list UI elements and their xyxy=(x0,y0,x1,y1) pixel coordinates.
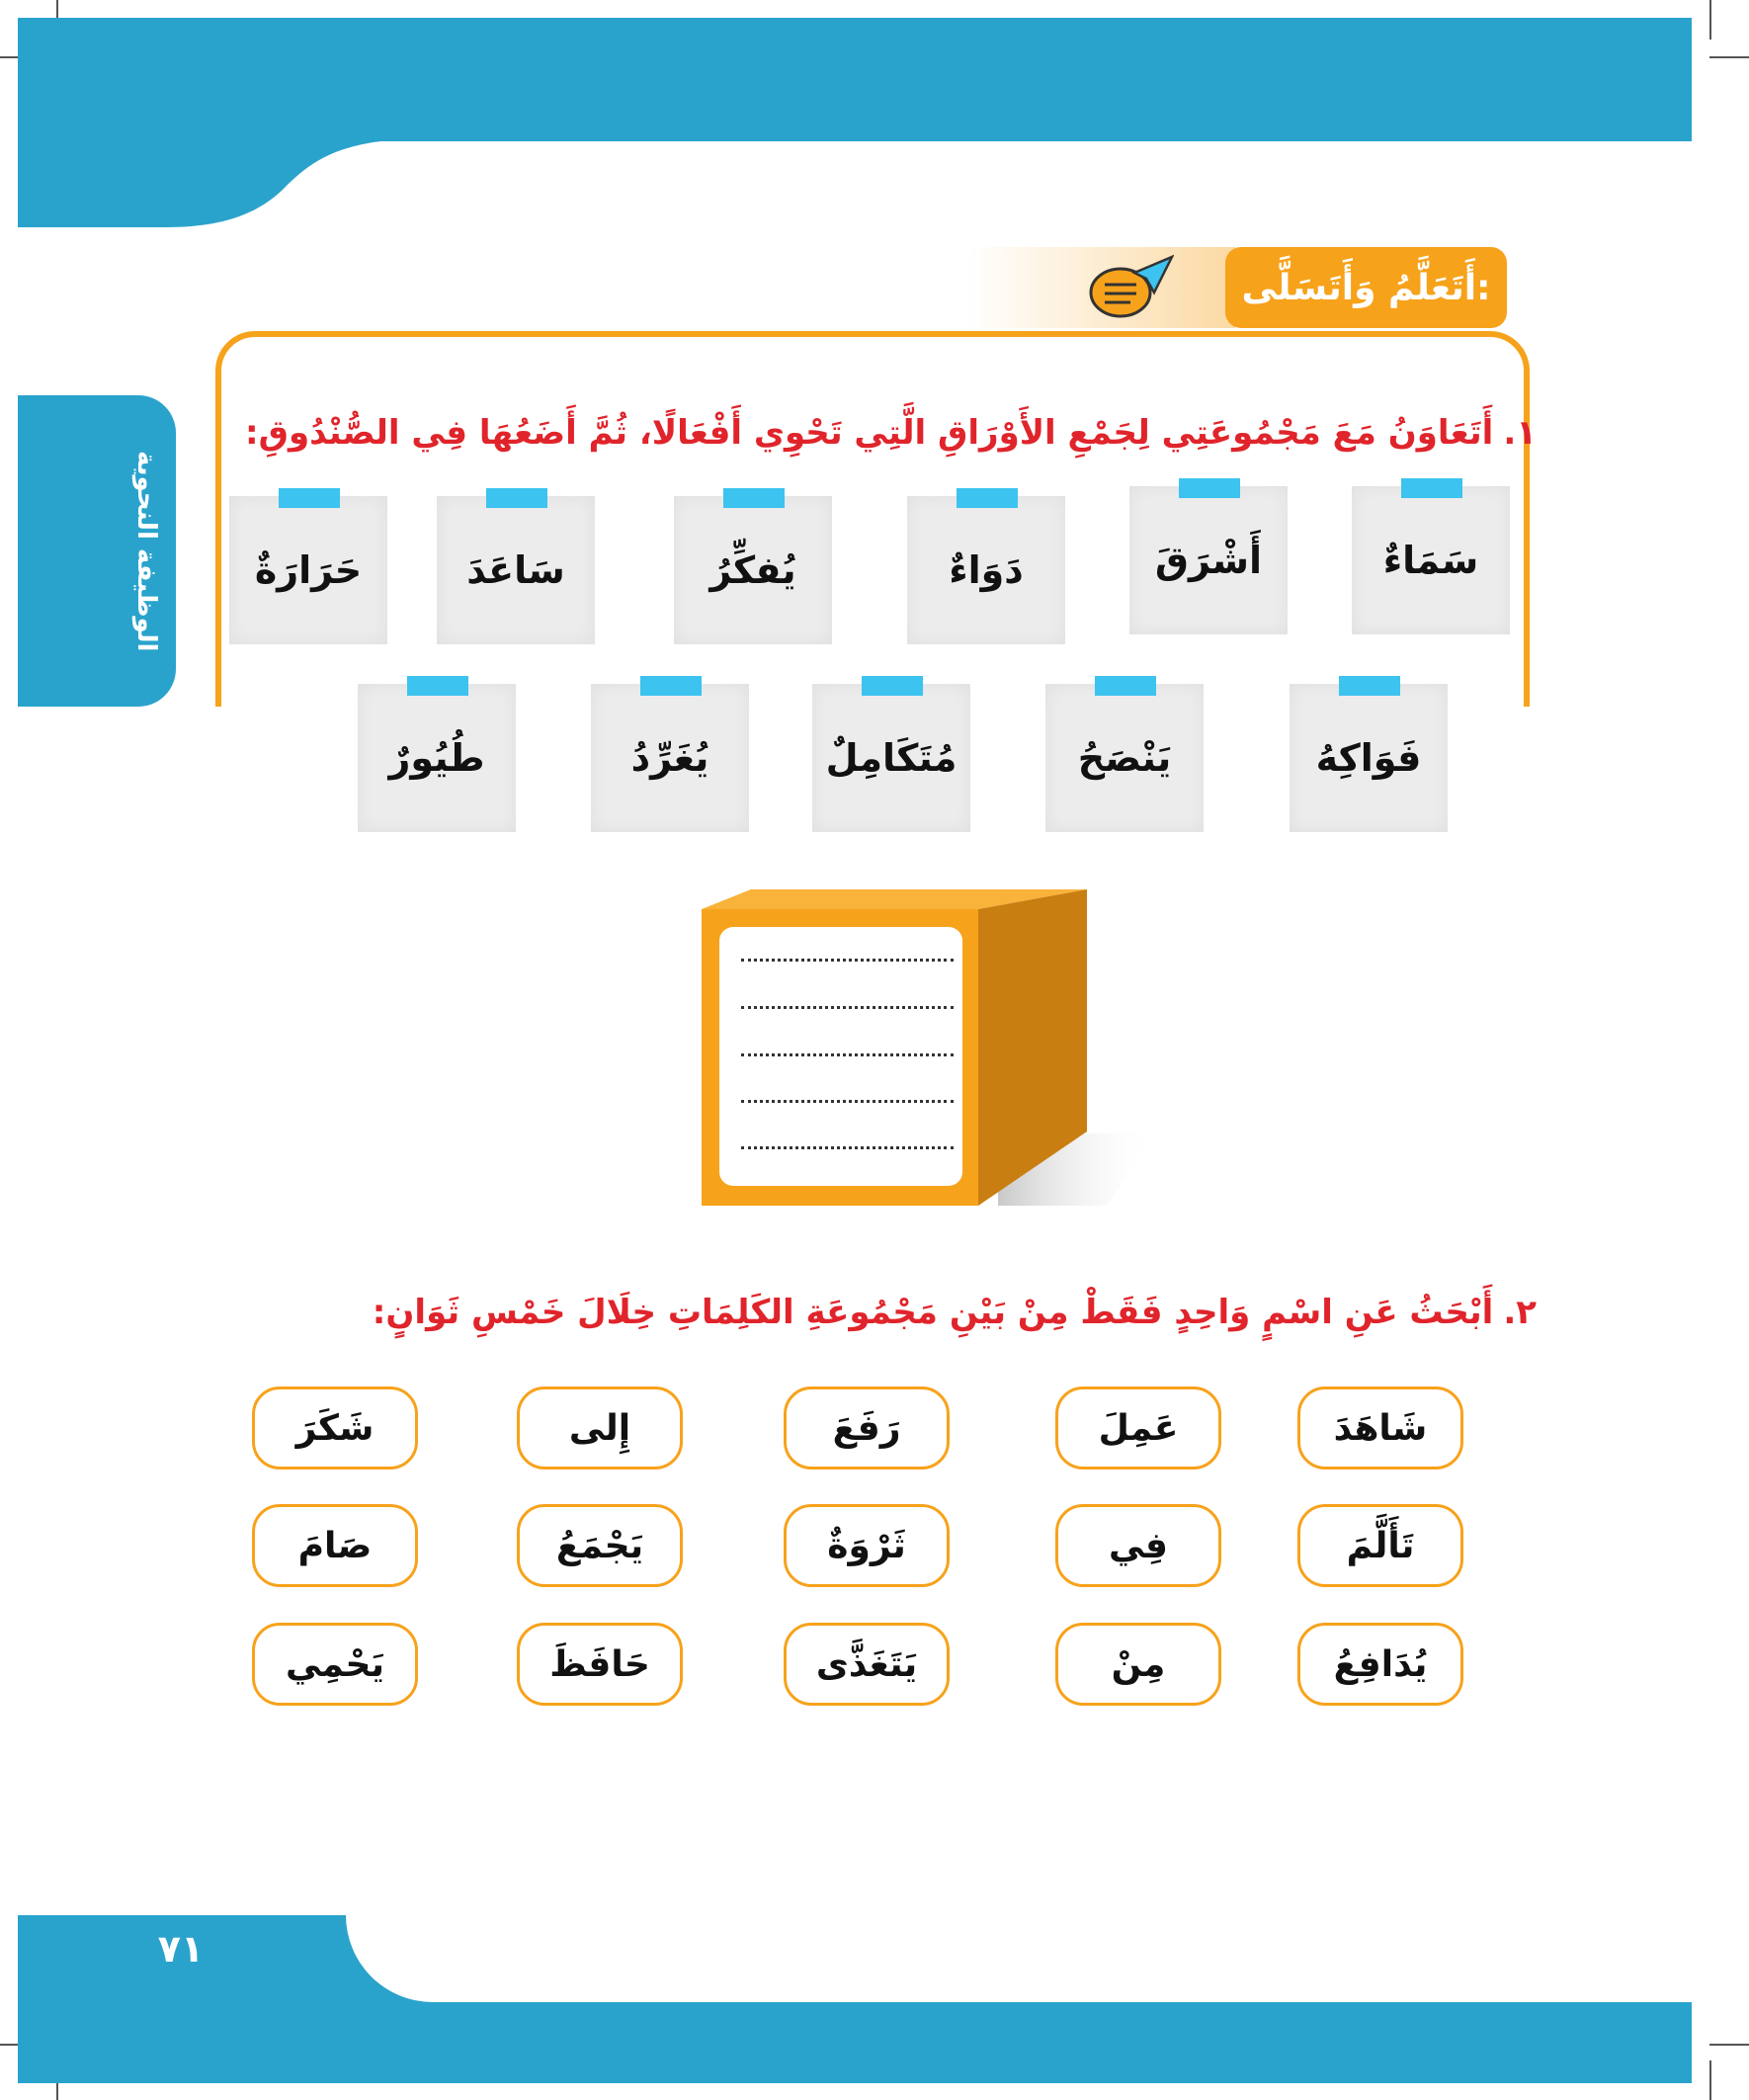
note-tape xyxy=(407,676,468,696)
paper-plane-chat-icon xyxy=(1085,253,1174,324)
page-number: ٧١ xyxy=(157,1927,205,1971)
section-header: أَتَعَلَّمُ وَأَتَسَلَّى: xyxy=(1225,247,1507,328)
note-tape xyxy=(640,676,702,696)
word-pill[interactable]: صَامَ xyxy=(252,1504,418,1587)
word-note[interactable]: يُغَرِّدُ xyxy=(591,684,749,832)
note-tape xyxy=(723,488,785,508)
answer-line[interactable] xyxy=(741,1053,954,1056)
word-pill[interactable]: إِلى xyxy=(517,1386,683,1470)
question-2 xyxy=(153,1293,1537,1332)
crop-mark xyxy=(1709,0,1711,40)
question-1-number: ١. xyxy=(1503,413,1537,453)
word-note[interactable]: أَشْرَقَ xyxy=(1129,486,1288,634)
word-pill[interactable]: حَافَظَ xyxy=(517,1623,683,1706)
answer-box[interactable] xyxy=(702,889,1156,1216)
word-pill[interactable]: تَأَلَّمَ xyxy=(1297,1504,1463,1587)
note-tape xyxy=(862,676,923,696)
word-note[interactable]: دَوَاءٌ xyxy=(907,496,1065,644)
note-tape xyxy=(1179,478,1240,498)
activity-frame xyxy=(215,331,1530,707)
word-note[interactable]: سَاعَدَ xyxy=(437,496,595,644)
note-tape xyxy=(1095,676,1156,696)
question-2-number: ٢. xyxy=(1503,1293,1537,1332)
word-pill[interactable]: يَحْمِي xyxy=(252,1623,418,1706)
word-note[interactable]: فَوَاكِهُ xyxy=(1290,684,1448,832)
word-note[interactable]: طُيُورٌ xyxy=(358,684,516,832)
side-tab-label: الوظيفة النحوية xyxy=(131,450,161,652)
note-tape xyxy=(957,488,1018,508)
bottom-band-cutout xyxy=(346,1915,1692,2002)
answer-line[interactable] xyxy=(741,1006,954,1009)
answer-line[interactable] xyxy=(741,959,954,962)
question-1 xyxy=(153,413,1537,453)
question-2-text: أَبْحَثُ عَنِ اسْمٍ وَاحِدٍ فَقَطْ مِنْ بَيْنِ مَجْمُوعَةِ الكَلِمَاتِ خِلَالَ خَمْسِ ثَوَانٍ: xyxy=(372,1293,1494,1332)
crop-mark xyxy=(1709,2060,1711,2100)
word-pill[interactable]: يُدَافِعُ xyxy=(1297,1623,1463,1706)
word-pill[interactable]: يَجْمَعُ xyxy=(517,1504,683,1587)
word-pill[interactable]: يَتَغَذَّى xyxy=(784,1623,950,1706)
answer-line[interactable] xyxy=(741,1146,954,1149)
word-note[interactable]: مُتَكَامِلٌ xyxy=(812,684,970,832)
note-tape xyxy=(279,488,340,508)
crop-mark xyxy=(1709,56,1749,58)
note-tape xyxy=(1401,478,1462,498)
word-pill[interactable]: شَكَرَ xyxy=(252,1386,418,1470)
crop-mark xyxy=(1709,2044,1749,2046)
note-tape xyxy=(1339,676,1400,696)
word-note[interactable]: يَنْصَحُ xyxy=(1045,684,1204,832)
word-note[interactable]: حَرَارَةٌ xyxy=(229,496,387,644)
word-pill[interactable]: فِي xyxy=(1055,1504,1221,1587)
word-pill[interactable]: رَفَعَ xyxy=(784,1386,950,1470)
word-pill[interactable]: شَاهَدَ xyxy=(1297,1386,1463,1470)
answer-line[interactable] xyxy=(741,1100,954,1103)
note-tape xyxy=(486,488,547,508)
word-pill[interactable]: مِنْ xyxy=(1055,1623,1221,1706)
word-pill[interactable]: عَمِلَ xyxy=(1055,1386,1221,1470)
question-1-text: أَتَعَاوَنُ مَعَ مَجْمُوعَتِي لِجَمْعِ الأَوْرَاقِ الَّتِي تَحْوِي أَفْعَالًا، ثُمَّ أَضَعُهَا فِي الصُّنْدُوقِ: xyxy=(244,413,1494,453)
word-note[interactable]: يُفكِّرُ xyxy=(674,496,832,644)
top-band-wave xyxy=(18,138,433,227)
word-note[interactable]: سَمَاءٌ xyxy=(1352,486,1510,634)
top-decorative-band xyxy=(18,18,1692,141)
word-pill[interactable]: ثَرْوَةٌ xyxy=(784,1504,950,1587)
